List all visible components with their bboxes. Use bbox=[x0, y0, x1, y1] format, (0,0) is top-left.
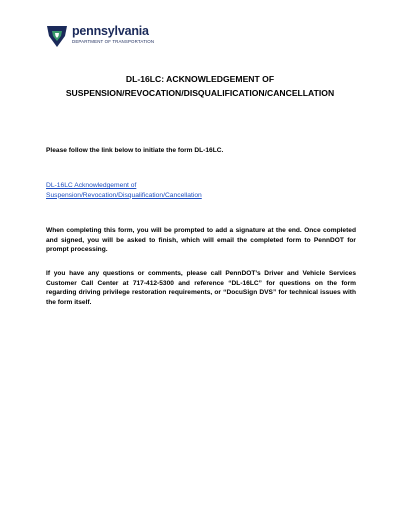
intro-paragraph: Please follow the link below to initiate the form DL-16LC. bbox=[46, 147, 224, 154]
logo-name: pennsylvania bbox=[72, 24, 149, 38]
logo-department: DEPARTMENT OF TRANSPORTATION bbox=[72, 39, 155, 44]
keystone-icon bbox=[46, 24, 68, 48]
signature-paragraph: When completing this form, you will be prompted to add a signature at the end. Once completed and signed, you will be asked to finish, which will email the completed form to PennDOT for prompt processing. bbox=[46, 227, 356, 254]
contact-paragraph: If you have any questions or comments, please call PennDOT’s Driver and Vehicle Services Customer Call Center at 717-412-5300 and reference “DL-16LC” for questions on the form regarding driving privilege restoration requirements, or “DocuSign DVS” for technical issues with the form itself. bbox=[46, 270, 356, 306]
document-title bbox=[0, 72, 400, 100]
link-line-2[interactable]: Suspension/Revocation/Disqualification/Cancellation bbox=[46, 191, 202, 199]
link-line-1[interactable]: DL-16LC Acknowledgement of bbox=[46, 182, 137, 189]
title-line-1: DL-16LC: ACKNOWLEDGEMENT OF bbox=[125, 74, 275, 84]
dl-16lc-form-link[interactable] bbox=[46, 181, 356, 200]
title-line-2: SUSPENSION/REVOCATION/DISQUALIFICATION/CANCELLATION bbox=[65, 88, 335, 98]
penndot-logo bbox=[46, 24, 166, 50]
